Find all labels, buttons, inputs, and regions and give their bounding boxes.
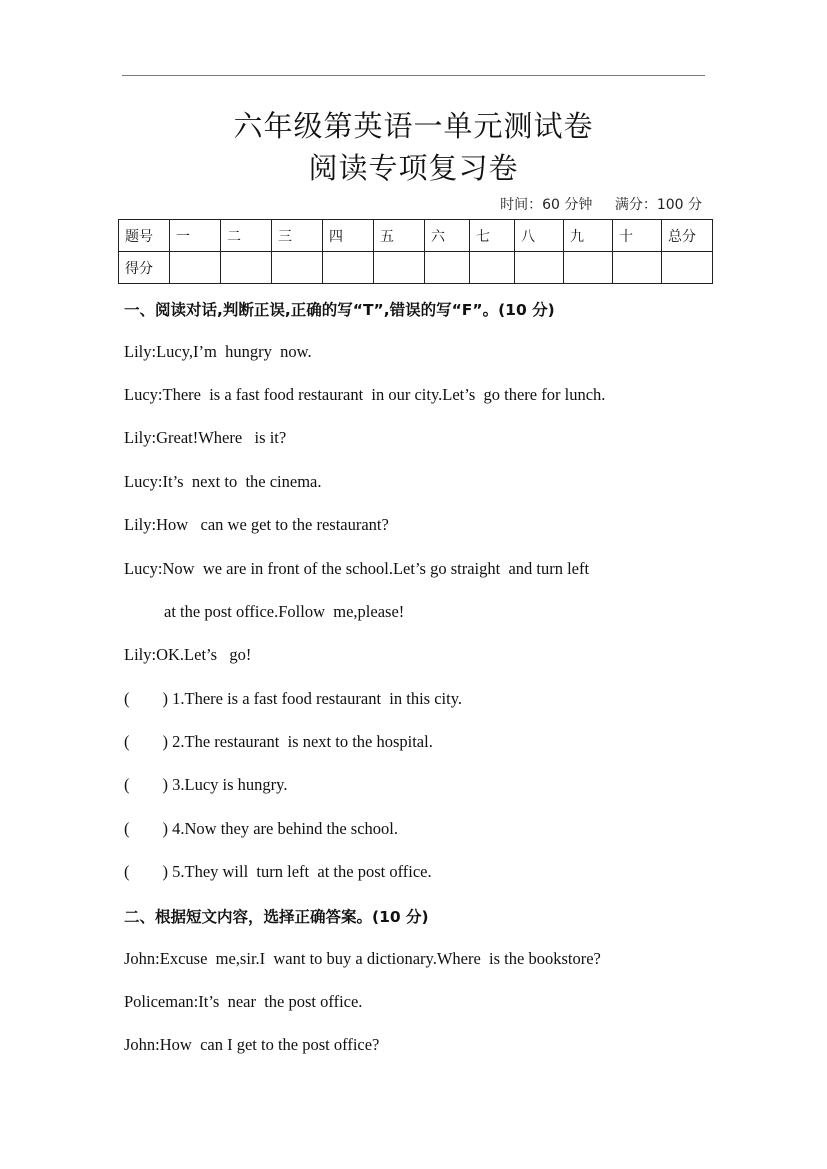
score-cell [564, 252, 613, 284]
dialogue-line: Lucy:Now we are in front of the school.Let’s go straight and turn left [124, 559, 590, 578]
score-header-cell: 十 [613, 220, 662, 252]
score-table-score-row [119, 252, 713, 284]
score-header-cell: 四 [323, 220, 374, 252]
score-cell [170, 252, 221, 284]
dialogue-line: Lily:Great!Where is it? [124, 428, 287, 447]
score-cell [374, 252, 425, 284]
score-header-cell: 八 [515, 220, 564, 252]
score-table-header-row [119, 220, 713, 252]
dialogue-line: John:How can I get to the post office? [124, 1035, 380, 1054]
question-item: ( ) 5.They will turn left at the post office. [124, 862, 432, 881]
header-rule [122, 75, 705, 76]
dialogue-line: Policeman:It’s near the post office. [124, 992, 363, 1011]
exam-total-score: 满分：100 分 [614, 197, 702, 213]
page-subtitle: 阅读专项复习卷 [308, 151, 519, 185]
dialogue-line: Lily:How can we get to the restaurant? [124, 515, 389, 534]
score-header-cell: 题号 [119, 220, 170, 252]
question-item: ( ) 4.Now they are behind the school. [124, 819, 399, 838]
dialogue-line: at the post office.Follow me,please! [164, 602, 405, 621]
section2-heading: 二、根据短文内容，选择正确答案。(10 分) [124, 908, 429, 926]
score-header-cell: 六 [425, 220, 470, 252]
score-cell [425, 252, 470, 284]
score-cell [662, 252, 713, 284]
score-header-cell: 五 [374, 220, 425, 252]
score-table [118, 219, 713, 284]
question-item: ( ) 3.Lucy is hungry. [124, 775, 288, 794]
dialogue-line: Lily:OK.Let’s go! [124, 645, 252, 664]
score-header-cell: 九 [564, 220, 613, 252]
score-header-cell: 二 [221, 220, 272, 252]
score-cell [613, 252, 662, 284]
section1-heading: 一、阅读对话,判断正误,正确的写“T”,错误的写“F”。(10 分) [124, 301, 555, 319]
question-item: ( ) 1.There is a fast food restaurant in this city. [124, 689, 463, 708]
score-cell [272, 252, 323, 284]
exam-meta [482, 194, 702, 214]
score-cell [470, 252, 515, 284]
score-cell [221, 252, 272, 284]
dialogue-line: John:Excuse me,sir.I want to buy a dictionary.Where is the bookstore? [124, 949, 601, 968]
score-header-cell: 总分 [662, 220, 713, 252]
page-title: 六年级第英语一单元测试卷 [233, 109, 594, 143]
dialogue-line: Lucy:There is a fast food restaurant in our city.Let’s go there for lunch. [124, 385, 606, 404]
dialogue-line: Lucy:It’s next to the cinema. [124, 472, 322, 491]
score-header-cell: 七 [470, 220, 515, 252]
score-cell [515, 252, 564, 284]
question-item: ( ) 2.The restaurant is next to the hospital. [124, 732, 433, 751]
dialogue-line: Lily:Lucy,I’m hungry now. [124, 342, 312, 361]
score-header-cell: 一 [170, 220, 221, 252]
score-header-cell: 三 [272, 220, 323, 252]
exam-time: 时间：60 分钟 [500, 197, 593, 213]
score-cell [323, 252, 374, 284]
score-row-label: 得分 [119, 252, 170, 284]
